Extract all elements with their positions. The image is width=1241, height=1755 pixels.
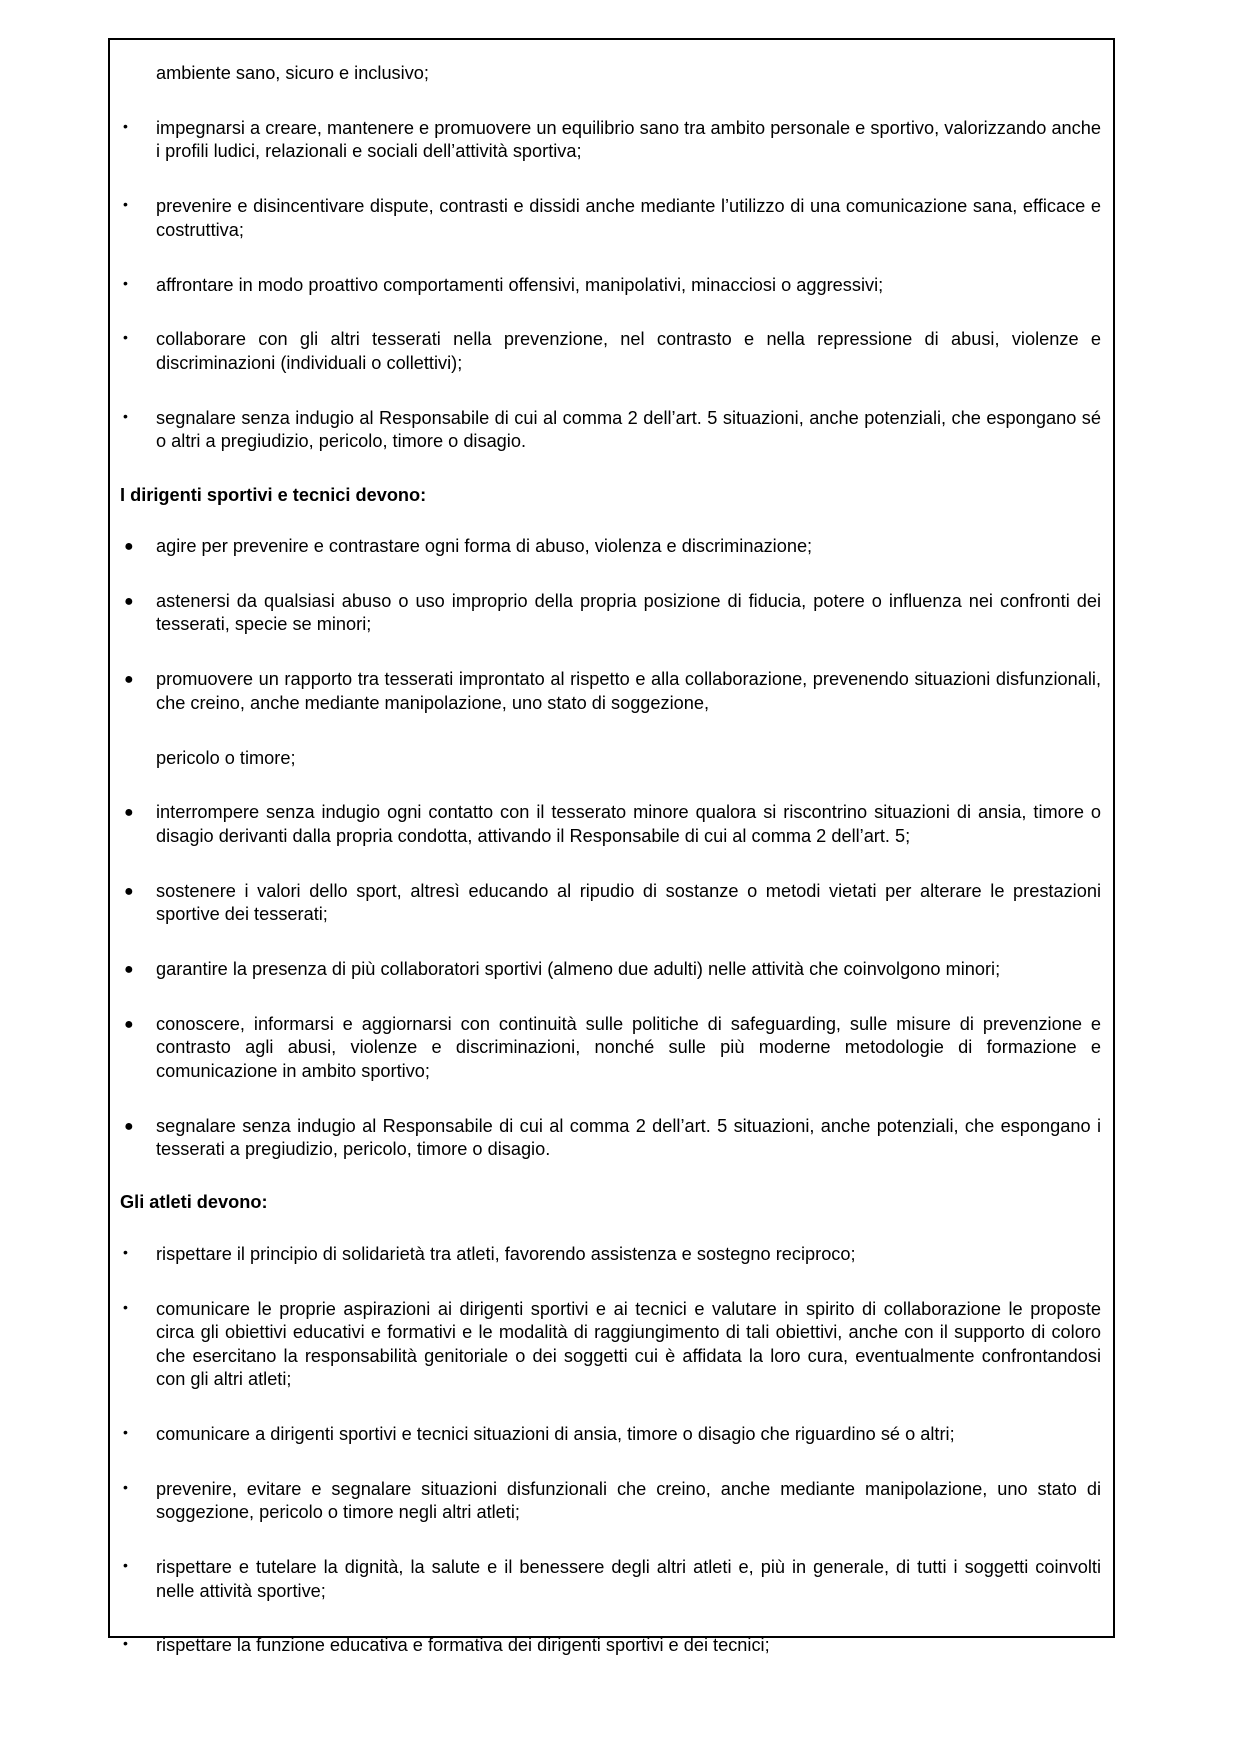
bullet-icon: • [123, 1298, 128, 1315]
list-item [120, 1423, 1101, 1446]
bullet-icon: • [123, 1423, 128, 1440]
list-item [120, 668, 1101, 715]
list-item [120, 1556, 1101, 1603]
bullet-icon: • [123, 1243, 128, 1260]
list-item [120, 1013, 1101, 1083]
bullet-icon: • [123, 407, 128, 424]
list-item [120, 801, 1101, 848]
section-heading-atleti: Gli atleti devono: [120, 1192, 268, 1213]
dirigenti-obligations-list [120, 535, 1101, 715]
list-item-text: collaborare con gli altri tesserati nella prevenzione, nel contrasto e nella repressione di abusi, violenze e discriminazioni (individuali o collettivi); [156, 329, 1101, 373]
bullet-icon: • [123, 117, 128, 134]
continuation-line: ambiente sano, sicuro e inclusivo; [156, 63, 429, 83]
document-body [120, 62, 1101, 1658]
list-item-text: prevenire e disincentivare dispute, contrasti e dissidi anche mediante l’utilizzo di una comunicazione sana, efficace e costruttiva; [156, 196, 1101, 240]
atleti-obligations-list [120, 1243, 1101, 1658]
list-item-text: garantire la presenza di più collaboratori sportivi (almeno due adulti) nelle attività che coinvolgono minori; [156, 959, 1001, 980]
list-item [120, 117, 1101, 164]
list-item-text: interrompere senza indugio ogni contatto con il tesserato minore qualora si riscontrino situazioni di ansia, timore o disagio derivanti dalla propria condotta, attivando il Responsabile di cui al comma 2 dell’art. 5; [156, 802, 1101, 846]
list-item-text: rispettare e tutelare la dignità, la salute e il benessere degli altri atleti e, più in generale, di tutti i soggetti coinvolti nelle attività sportive; [156, 1557, 1101, 1601]
list-item-text: affrontare in modo proattivo comportamenti offensivi, manipolativi, minacciosi o aggressivi; [156, 274, 884, 295]
list-item [120, 328, 1101, 375]
bullet-icon: ● [124, 1015, 134, 1033]
general-obligations-list [120, 117, 1101, 454]
list-item [120, 1115, 1101, 1162]
bullet-icon: ● [124, 961, 134, 979]
list-item-text: astenersi da qualsiasi abuso o uso improprio della propria posizione di fiducia, potere o influenza nei confronti dei tesserati, specie se minori; [156, 590, 1101, 635]
list-item [120, 535, 1101, 558]
list-item [120, 407, 1101, 454]
list-item-text: rispettare la funzione educativa e formativa dei dirigenti sportivi e dei tecnici; [156, 1635, 770, 1656]
list-item [120, 590, 1101, 637]
bullet-icon: ● [124, 537, 134, 555]
section-heading-dirigenti: I dirigenti sportivi e tecnici devono: [120, 484, 427, 505]
list-item [120, 1298, 1101, 1392]
list-item [120, 274, 1101, 297]
list-item [120, 195, 1101, 242]
dirigenti-obligations-list-continued [120, 801, 1101, 1161]
document-frame [108, 38, 1115, 1656]
bullet-icon: ● [124, 592, 134, 610]
list-item-text: comunicare le proprie aspirazioni ai dirigenti sportivi e ai tecnici e valutare in spirito di collaborazione le proposte circa gli obiettivi educativi e formativi e le modalità di raggiungimento di tali obiettivi, anche con il supporto di coloro che esercitano la responsabilità genitoriale o dei soggetti cui è affidata la loro cura, eventualmente confrontandosi con gli altri atleti; [156, 1298, 1101, 1389]
bullet-icon: ● [124, 804, 134, 822]
list-item-text: promuovere un rapporto tra tesserati improntato al rispetto e alla collaborazione, prevenendo situazioni disfunzionali, che creino, anche mediante manipolazione, uno stato di soggezione, [156, 669, 1101, 713]
list-item-text: agire per prevenire e contrastare ogni forma di abuso, violenza e discriminazione; [156, 535, 813, 556]
list-item [120, 1243, 1101, 1266]
list-item-text: impegnarsi a creare, mantenere e promuovere un equilibrio sano tra ambito personale e sportivo, valorizzando anche i profili ludici, relazionali e sociali dell’attività sportiva; [156, 117, 1101, 162]
list-item [120, 880, 1101, 927]
list-item-text: comunicare a dirigenti sportivi e tecnici situazioni di ansia, timore o disagio che riguardino sé o altri; [156, 1423, 955, 1444]
bullet-icon: • [123, 196, 128, 213]
list-item [120, 1634, 1101, 1657]
bullet-icon: • [123, 329, 128, 346]
bullet-icon: • [123, 1557, 128, 1574]
bullet-icon: • [123, 1635, 128, 1652]
continuation-line: pericolo o timore; [156, 747, 296, 768]
list-item-text: rispettare il principio di solidarietà tra atleti, favorendo assistenza e sostegno reciproco; [156, 1243, 856, 1264]
list-item-text: segnalare senza indugio al Responsabile di cui al comma 2 dell’art. 5 situazioni, anche potenziali, che espongano i tesserati a pregiudizio, pericolo, timore o disagio. [156, 1115, 1101, 1160]
list-item-text: conoscere, informarsi e aggiornarsi con continuità sulle politiche di safeguarding, sulle misure di prevenzione e contrasto agli abusi, violenze e discriminazioni, nonché sulle più moderne metodologie di formazione e comunicazione in ambito sportivo; [156, 1013, 1101, 1081]
bullet-icon: ● [124, 882, 134, 900]
bullet-icon: ● [124, 671, 134, 689]
bullet-icon: ● [124, 1117, 134, 1135]
list-item-text: sostenere i valori dello sport, altresì educando al ripudio di sostanze o metodi vietati per alterare le prestazioni sportive dei tesserati; [156, 880, 1101, 925]
list-item [120, 958, 1101, 981]
list-item-text: prevenire, evitare e segnalare situazioni disfunzionali che creino, anche mediante manipolazione, uno stato di soggezione, pericolo o timore negli altri atleti; [156, 1478, 1101, 1523]
bullet-icon: • [123, 1478, 128, 1495]
list-item-text: segnalare senza indugio al Responsabile di cui al comma 2 dell’art. 5 situazioni, anche potenziali, che espongano sé o altri a pregiudizio, pericolo, timore o disagio. [156, 407, 1101, 452]
bullet-icon: • [123, 274, 128, 291]
list-item [120, 1478, 1101, 1525]
